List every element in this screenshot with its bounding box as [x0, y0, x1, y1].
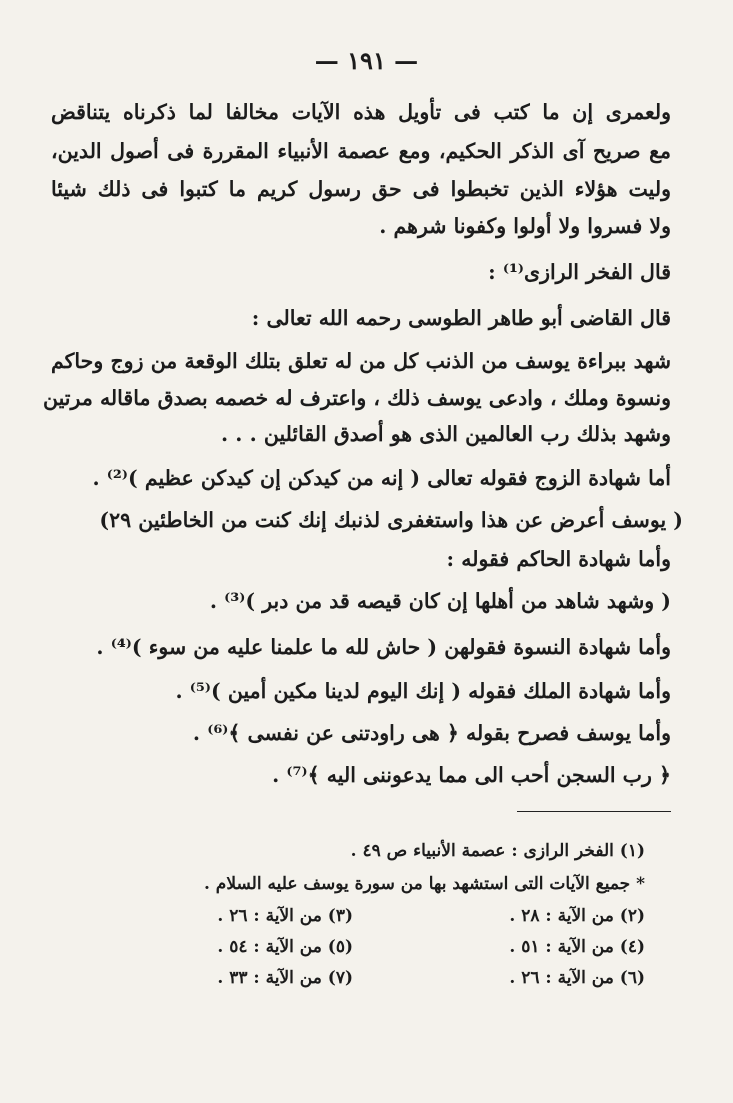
- footnote-2: (٢) من الآية : ٢٨ .: [509, 906, 645, 926]
- testimony-ruler-intro: وأما شهادة الحاكم فقوله :: [446, 547, 671, 571]
- testimony-husband: أما شهادة الزوج فقوله تعالى ( إنه من كيدكن إن كيدكن عظيم )⁽²⁾ .: [92, 466, 671, 490]
- yusuf-statement: وأما يوسف فصرح بقوله ﴿ هى راودتنى عن نفسى ﴾⁽⁶⁾ .: [192, 721, 671, 745]
- page-number: — ١٩١ —: [314, 46, 419, 75]
- footnote-5: (٥) من الآية : ٥٤ .: [217, 937, 353, 957]
- testimony-king: وأما شهادة الملك فقوله ( إنك اليوم لدينا مكين أمين )⁽⁵⁾ .: [175, 679, 671, 703]
- paragraph1-line-3: وليت هؤلاء الذين تخبطوا فى حق رسول كريم ما كتبوا فى ذلك شيئا: [51, 177, 671, 201]
- footnote-1: (١) الفخر الرازى : عصمة الأنبياء ص ٤٩ .: [350, 841, 645, 861]
- footnote-divider: [517, 811, 671, 812]
- qadi-heading: قال القاضى أبو طاهر الطوسى رحمه الله تعالى :: [251, 306, 671, 330]
- paragraph1-line-2: مع صريح آى الذكر الحكيم، ومع عصمة الأنبياء المقررة فى أصول الدين،: [51, 139, 671, 163]
- paragraph1-line-1: ولعمرى إن ما كتب فى تأويل هذه الآيات مخالفا لما ذكرناه يتناقض: [51, 100, 671, 124]
- footnote-4: (٤) من الآية : ٥١ .: [509, 937, 645, 957]
- paragraph2-line-2: ونسوة وملك ، وادعى يوسف ذلك ، واعترف له خصمه بصدق ماقاله مرتين: [43, 386, 671, 410]
- footnote-star: * جميع الآيات التى استشهد بها من سورة يوسف عليه السلام .: [203, 874, 645, 894]
- paragraph2-line-3: وشهد بذلك رب العالمين الذى هو أصدق القائلين . . .: [221, 422, 671, 446]
- footnote-6: (٦) من الآية : ٢٦ .: [509, 968, 645, 988]
- testimony-ruler: ( وشهد شاهد من أهلها إن كان قيصه قد من دبر )⁽³⁾ .: [209, 589, 671, 613]
- paragraph1-line-4: ولا فسروا ولا أولوا وكفونا شرهم .: [379, 214, 671, 238]
- testimony-women: وأما شهادة النسوة فقولهن ( حاش لله ما علمنا عليه من سوء )⁽⁴⁾ .: [96, 635, 671, 659]
- footnote-3: (٣) من الآية : ٢٦ .: [217, 906, 353, 926]
- razi-heading: قال الفخر الرازى⁽¹⁾ :: [488, 260, 671, 284]
- footnote-7: (٧) من الآية : ٣٣ .: [217, 968, 353, 988]
- verse-29: ( يوسف أعرض عن هذا واستغفرى لذنبك إنك كنت من الخاطئين ٢٩): [99, 508, 683, 532]
- paragraph2-line-1: شهد ببراءة يوسف من الذنب كل من له تعلق بتلك الوقعة من زوج وحاكم: [51, 349, 671, 373]
- yusuf-prayer: ﴿ رب السجن أحب الى مما يدعوننى اليه ﴾⁽⁷⁾ .: [272, 763, 671, 787]
